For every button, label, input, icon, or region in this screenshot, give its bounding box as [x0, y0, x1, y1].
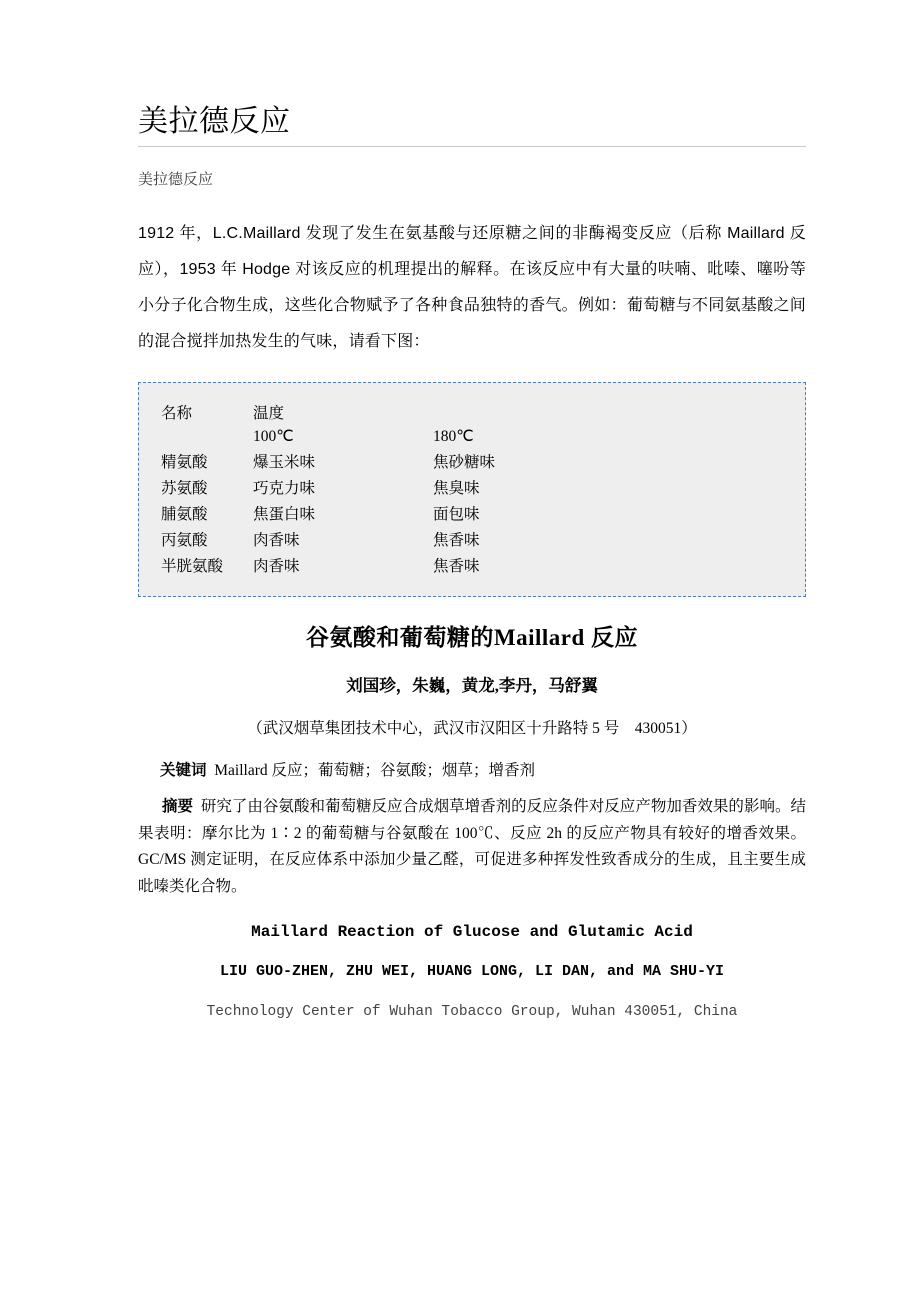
cell-flavor-180: 焦臭味: [433, 480, 480, 497]
paper-abstract: [138, 794, 806, 901]
column-header-temp-180: 180℃: [433, 428, 474, 445]
cell-flavor-100: 肉香味: [253, 532, 300, 549]
intro-paragraph: 1912 年，L.C.Maillard 发现了发生在氨基酸与还原糖之间的非酶褐变反应（后称 Maillard 反应），1953 年 Hodge 对该反应的机理提出的解释。在该反应中有大量的呋喃、吡嗪、噻吩等小分子化合物生成，这些化合物赋予了各种食品独特的香气。例如：葡萄糖与不同氨基酸之间的混合搅拌加热发生的气味，请看下图：: [138, 225, 806, 350]
paper-keywords: [138, 758, 806, 780]
table-row: [161, 552, 613, 578]
column-header-spacer: [433, 399, 613, 425]
table-row: [161, 526, 613, 552]
cell-flavor-100: 巧克力味: [253, 480, 316, 497]
cell-amino-acid: 精氨酸: [161, 454, 208, 471]
title-divider: [138, 146, 806, 147]
keywords-value: Maillard 反应；葡萄糖；谷氨酸；烟草；增香剂: [214, 762, 536, 779]
table-subheader-row: [161, 425, 613, 448]
cell-amino-acid: 半胱氨酸: [161, 558, 224, 575]
cell-amino-acid: 丙氨酸: [161, 532, 208, 549]
abstract-text: 研究了由谷氨酸和葡萄糖反应合成烟草增香剂的反应条件对反应产物加香效果的影响。结果表明：摩尔比为 1∶2 的葡萄糖与谷氨酸在 100℃、反应 2h 的反应产物具有较好的增香效果。GC/MS 测定证明，在反应体系中添加少量乙醛，可促进多种挥发性致香成分的生成，且主要生成吡嗪类化合物。: [138, 798, 806, 895]
table-header-row: [161, 399, 613, 425]
cell-flavor-180: 焦香味: [433, 558, 480, 575]
paper-affiliation-english: Technology Center of Wuhan Tobacco Group, Wuhan 430051, China: [206, 1003, 738, 1020]
page-title: 美拉德反应: [138, 105, 291, 138]
paper-title: 谷氨酸和葡萄糖的Maillard 反应: [305, 625, 639, 650]
paper-title-english: Maillard Reaction of Glucose and Glutamic Acid: [251, 922, 693, 941]
cell-flavor-180: 面包味: [433, 506, 480, 523]
paper-affiliation: （武汉烟草集团技术中心，武汉市汉阳区十升路特 5 号 430051）: [247, 720, 697, 737]
cell-flavor-100: 肉香味: [253, 558, 300, 575]
flavor-table: [161, 399, 613, 578]
column-header-temperature: 温度: [253, 405, 285, 422]
cell-flavor-100: 爆玉米味: [253, 454, 316, 471]
document-subtitle: 美拉德反应: [138, 171, 214, 188]
cell-amino-acid: 脯氨酸: [161, 506, 208, 523]
flavor-table-box: [138, 382, 806, 597]
cell-amino-acid: 苏氨酸: [161, 480, 208, 497]
abstract-label: 摘要: [162, 798, 194, 815]
column-header-name: 名称: [161, 405, 193, 422]
keywords-label: 关键词: [160, 762, 207, 779]
table-row: [161, 474, 613, 500]
paper-authors-english: LIU GUO-ZHEN, ZHU WEI, HUANG LONG, LI DAN, and MA SHU-YI: [219, 962, 725, 980]
cell-flavor-180: 焦香味: [433, 532, 480, 549]
paper-authors: 刘国珍，朱巍，黄龙,李丹，马舒翼: [346, 676, 598, 695]
cell-flavor-100: 焦蛋白味: [253, 506, 316, 523]
cell-flavor-180: 焦砂糖味: [433, 454, 496, 471]
subheader-spacer: [161, 425, 253, 448]
table-row: [161, 448, 613, 474]
document-body: [138, 104, 806, 1020]
column-header-temp-100: 100℃: [253, 428, 294, 445]
table-row: [161, 500, 613, 526]
